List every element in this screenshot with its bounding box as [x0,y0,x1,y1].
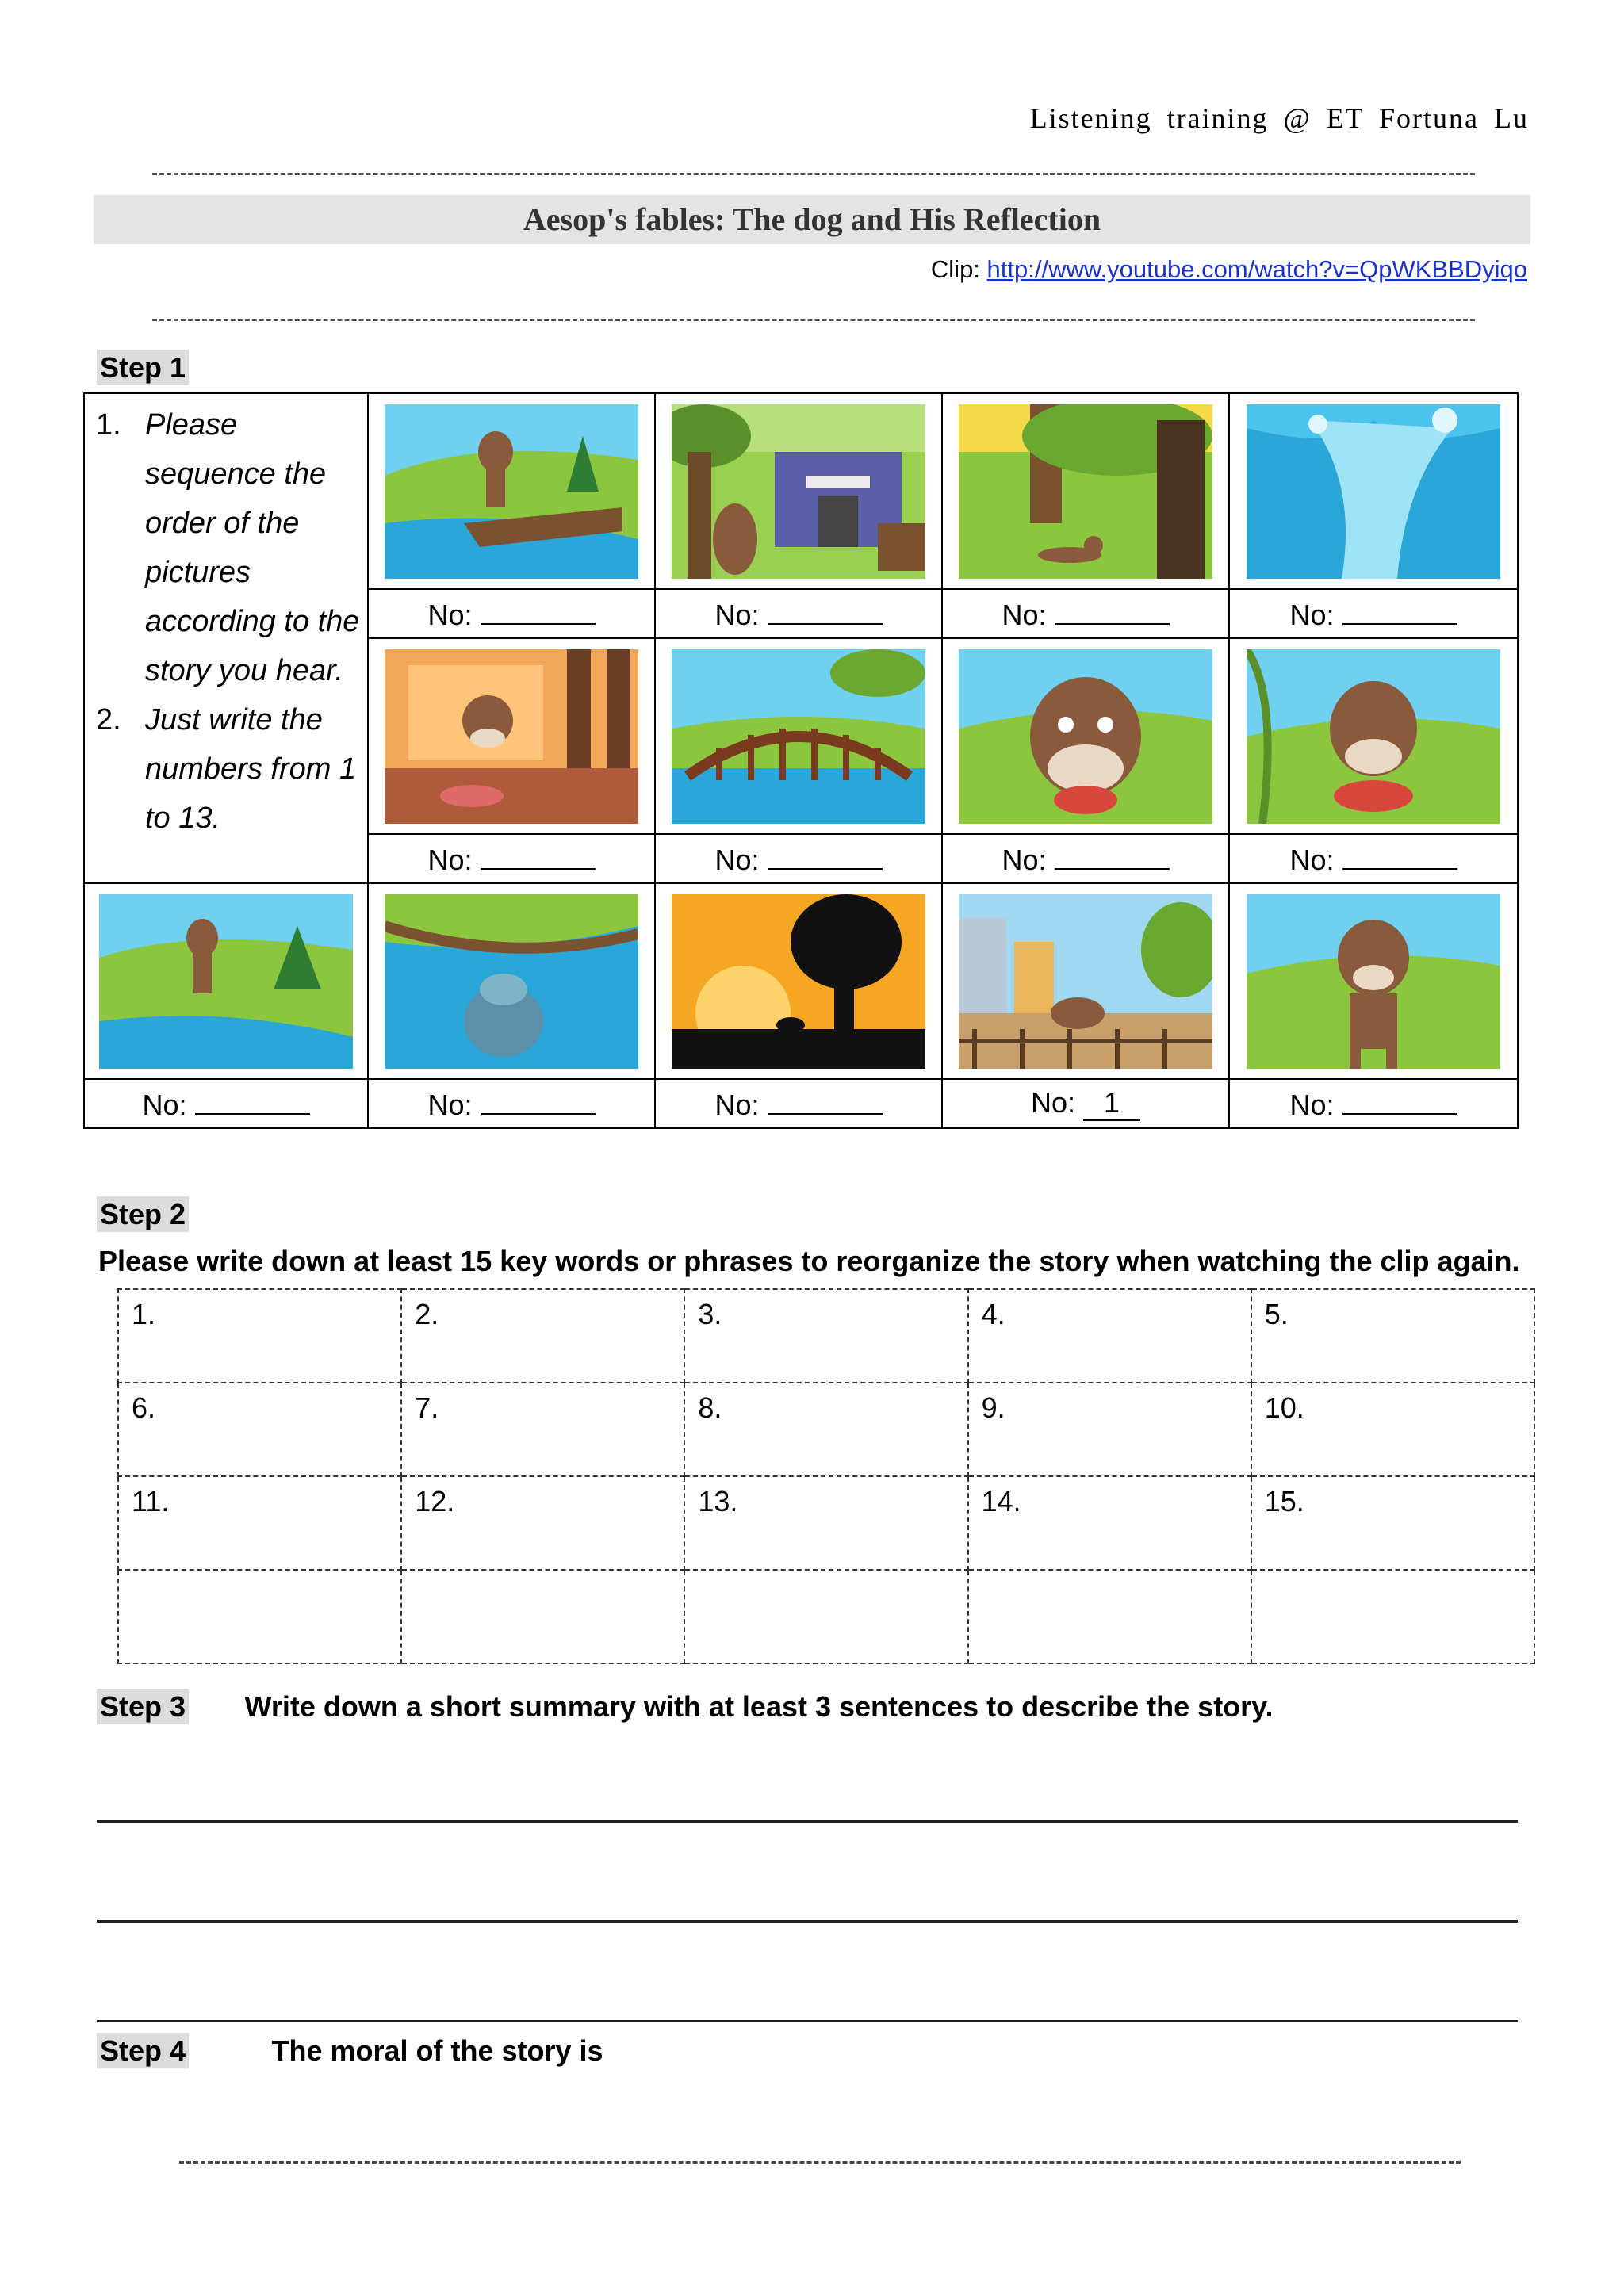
keyword-cell[interactable]: 10. [1251,1383,1534,1476]
step4-prompt: The moral of the story is [271,2034,603,2067]
picture-sequence-table [83,392,1519,1129]
picture-bridge [672,649,925,824]
answer-blank[interactable] [481,1086,596,1115]
keyword-cell[interactable]: 12. [401,1476,684,1570]
number-cell: No: [655,589,942,638]
picture-sunset-silhouette [672,894,925,1069]
picture-dog-under-tree [959,404,1212,579]
picture-butchers-shop [672,404,925,579]
answer-blank[interactable] [768,1086,883,1115]
answer-blank[interactable] [1342,841,1457,870]
clip-link[interactable]: http://www.youtube.com/watch?v=QpWKBBDyiqo [986,255,1527,283]
keyword-cell[interactable]: 9. [968,1383,1251,1476]
number-cell: No: [942,834,1229,883]
number-cell: No: [84,1079,368,1128]
instruction-item: 2. Just write the numbers from 1 to 13. [96,703,357,835]
clip-label: Clip: [930,255,980,283]
number-cell: No: [1229,1079,1518,1128]
picture-splash [1247,404,1500,579]
number-cell: No: [368,1079,655,1128]
dashed-divider [152,319,1475,321]
clip-line [931,255,1527,284]
step3-prompt: Write down a short summary with at least 3 sentences to describe the story. [244,1690,1274,1723]
answer-blank[interactable] [481,841,596,870]
picture-reflection-in-water [385,894,638,1069]
writing-line[interactable] [97,1820,1518,1823]
step4-label: Step 4 [97,2033,189,2068]
picture-sad-dog [1247,894,1500,1069]
instruction-item: 1. Please sequence the order of the pictures according to the story you hear. [96,408,360,687]
step2-label-wrap [97,1197,189,1232]
number-cell: No: 1 [942,1079,1229,1128]
step3-label: Step 3 [97,1689,189,1724]
keyword-cell[interactable]: 15. [1251,1476,1534,1570]
keyword-cell-empty[interactable] [684,1570,967,1663]
answer-blank[interactable] [768,841,883,870]
keyword-cell[interactable]: 4. [968,1289,1251,1383]
keyword-cell[interactable]: 8. [684,1383,967,1476]
step1-label-wrap [97,350,189,385]
step4-row [97,2034,603,2068]
author-line: Listening training @ ET Fortuna Lu [1029,102,1529,134]
keyword-cell-empty[interactable] [1251,1570,1534,1663]
keyword-cell-empty[interactable] [118,1570,401,1663]
picture-angry-dog-closeup [959,649,1212,824]
picture-dog-at-window [385,649,638,824]
number-cell: No: [368,589,655,638]
keyword-cell[interactable]: 3. [684,1289,967,1383]
keyword-cell[interactable]: 6. [118,1383,401,1476]
keyword-cell[interactable]: 1. [118,1289,401,1383]
keyword-cell[interactable]: 5. [1251,1289,1534,1383]
number-cell: No: [1229,834,1518,883]
keyword-cell-empty[interactable] [401,1570,684,1663]
answer-filled[interactable]: 1 [1083,1086,1140,1121]
writing-line[interactable] [97,2020,1518,2022]
keyword-cell[interactable]: 7. [401,1383,684,1476]
picture-dog-with-meat [1247,649,1500,824]
keywords-table [117,1288,1535,1664]
number-cell: No: [655,1079,942,1128]
answer-blank[interactable] [1342,1086,1457,1115]
number-cell: No: [942,589,1229,638]
step3-row [97,1689,1274,1724]
picture-dog-sees-reflection [99,894,353,1069]
number-cell: No: [1229,589,1518,638]
answer-blank[interactable] [1055,841,1170,870]
instructions-cell [84,393,368,883]
dashed-divider [152,173,1475,175]
keyword-cell-empty[interactable] [968,1570,1251,1663]
step2-label: Step 2 [97,1196,189,1232]
picture-dog-on-riverbank [385,404,638,579]
answer-blank[interactable] [768,596,883,625]
keyword-cell[interactable]: 11. [118,1476,401,1570]
writing-line[interactable] [97,1920,1518,1923]
picture-village-scene [959,894,1212,1069]
worksheet-title: Aesop's fables: The dog and His Reflection [94,195,1530,244]
answer-blank[interactable] [195,1086,310,1115]
number-cell: No: [368,834,655,883]
step2-prompt: Please write down at least 15 key words or phrases to reorganize the story when watching the clip again. [98,1245,1520,1277]
number-cell: No: [655,834,942,883]
step1-label: Step 1 [97,350,189,385]
answer-blank[interactable] [481,596,596,625]
keyword-cell[interactable]: 14. [968,1476,1251,1570]
keyword-cell[interactable]: 13. [684,1476,967,1570]
answer-blank[interactable] [1342,596,1457,625]
keyword-cell[interactable]: 2. [401,1289,684,1383]
moral-answer-line[interactable] [179,2161,1461,2164]
answer-blank[interactable] [1055,596,1170,625]
